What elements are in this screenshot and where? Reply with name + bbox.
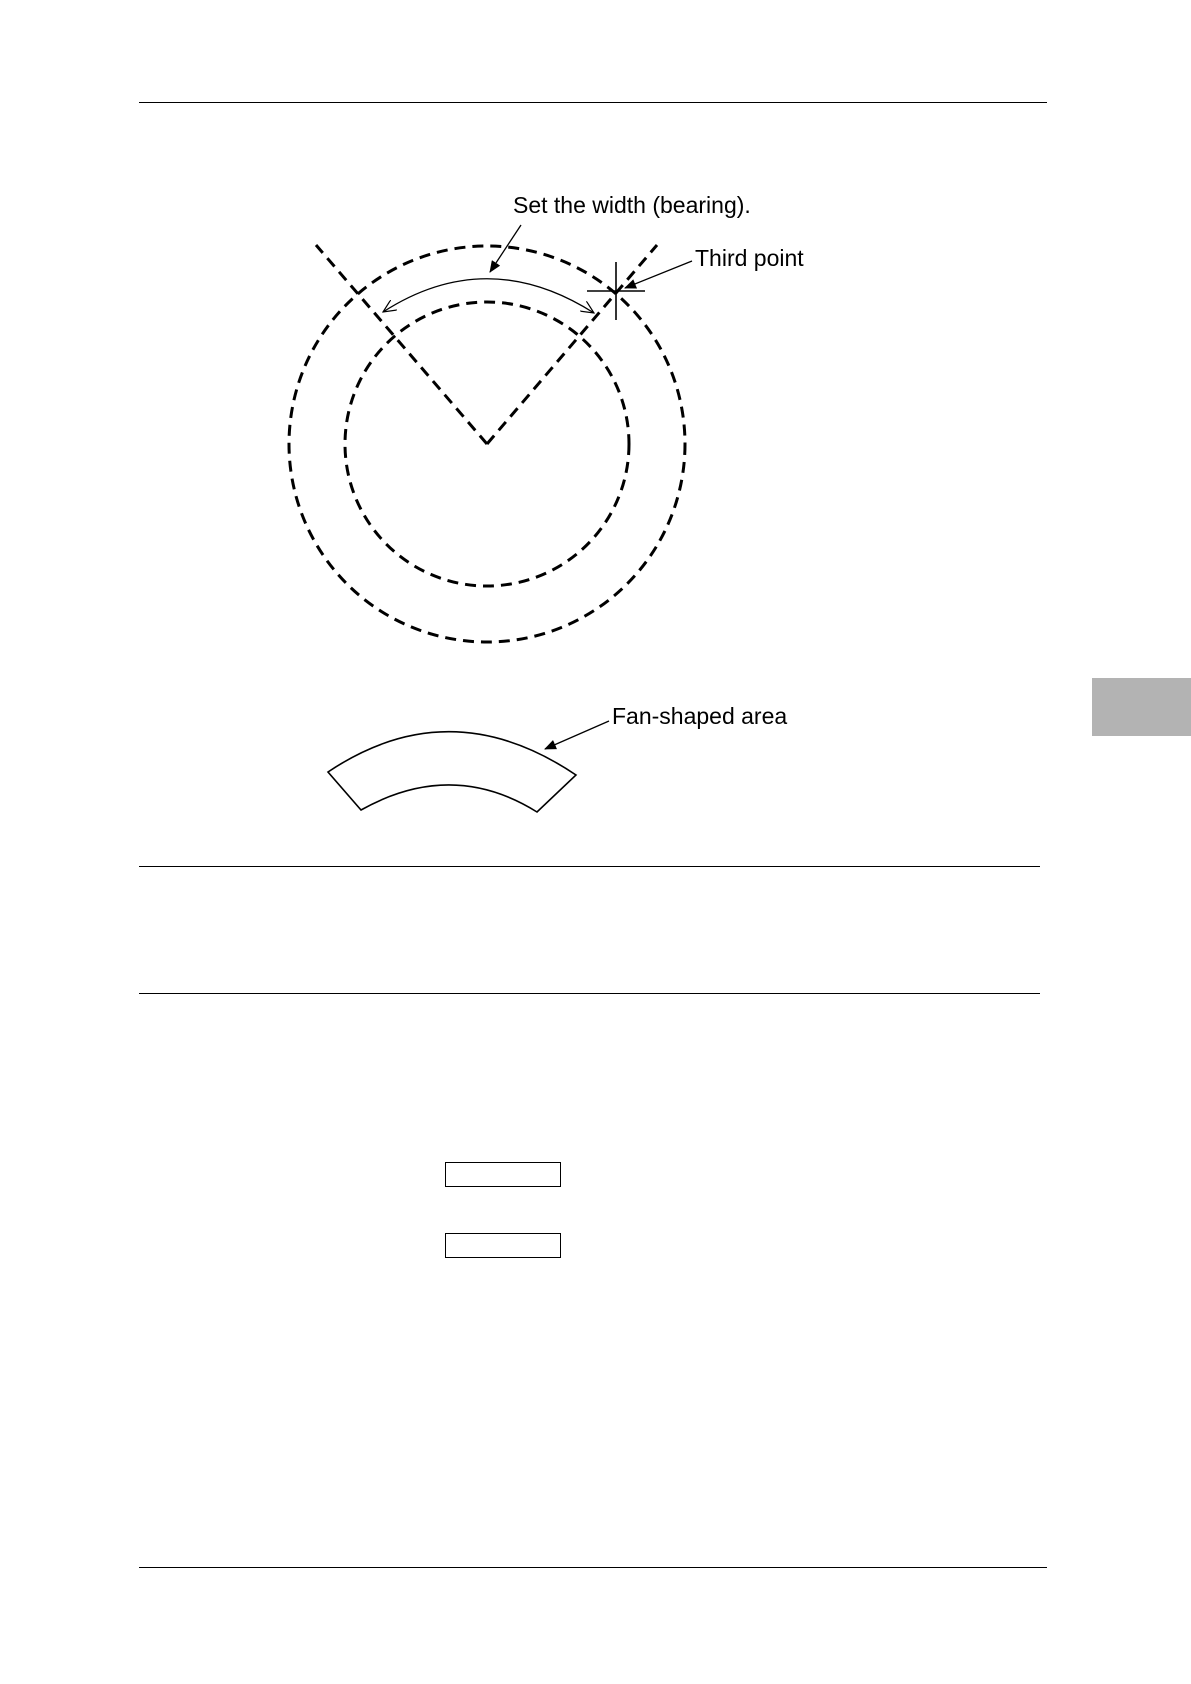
- section-rule-top: [139, 866, 1040, 867]
- fan-area-leader-line: [545, 721, 609, 749]
- third-point-label: Third point: [695, 245, 804, 271]
- fan-shaped-area: [328, 732, 576, 812]
- bearing-width-arc: [383, 279, 594, 313]
- footer-rule: [139, 1567, 1047, 1568]
- key-box-1: [445, 1162, 561, 1187]
- third-point-leader-line: [625, 261, 692, 288]
- width-label: Set the width (bearing).: [513, 192, 751, 218]
- key-box-2: [445, 1233, 561, 1258]
- fan-area-label: Fan-shaped area: [612, 703, 788, 729]
- section-rule-bottom: [139, 993, 1040, 994]
- bearing-line-left: [316, 245, 487, 444]
- chapter-side-tab: [1092, 678, 1191, 736]
- bearing-line-right: [487, 245, 657, 444]
